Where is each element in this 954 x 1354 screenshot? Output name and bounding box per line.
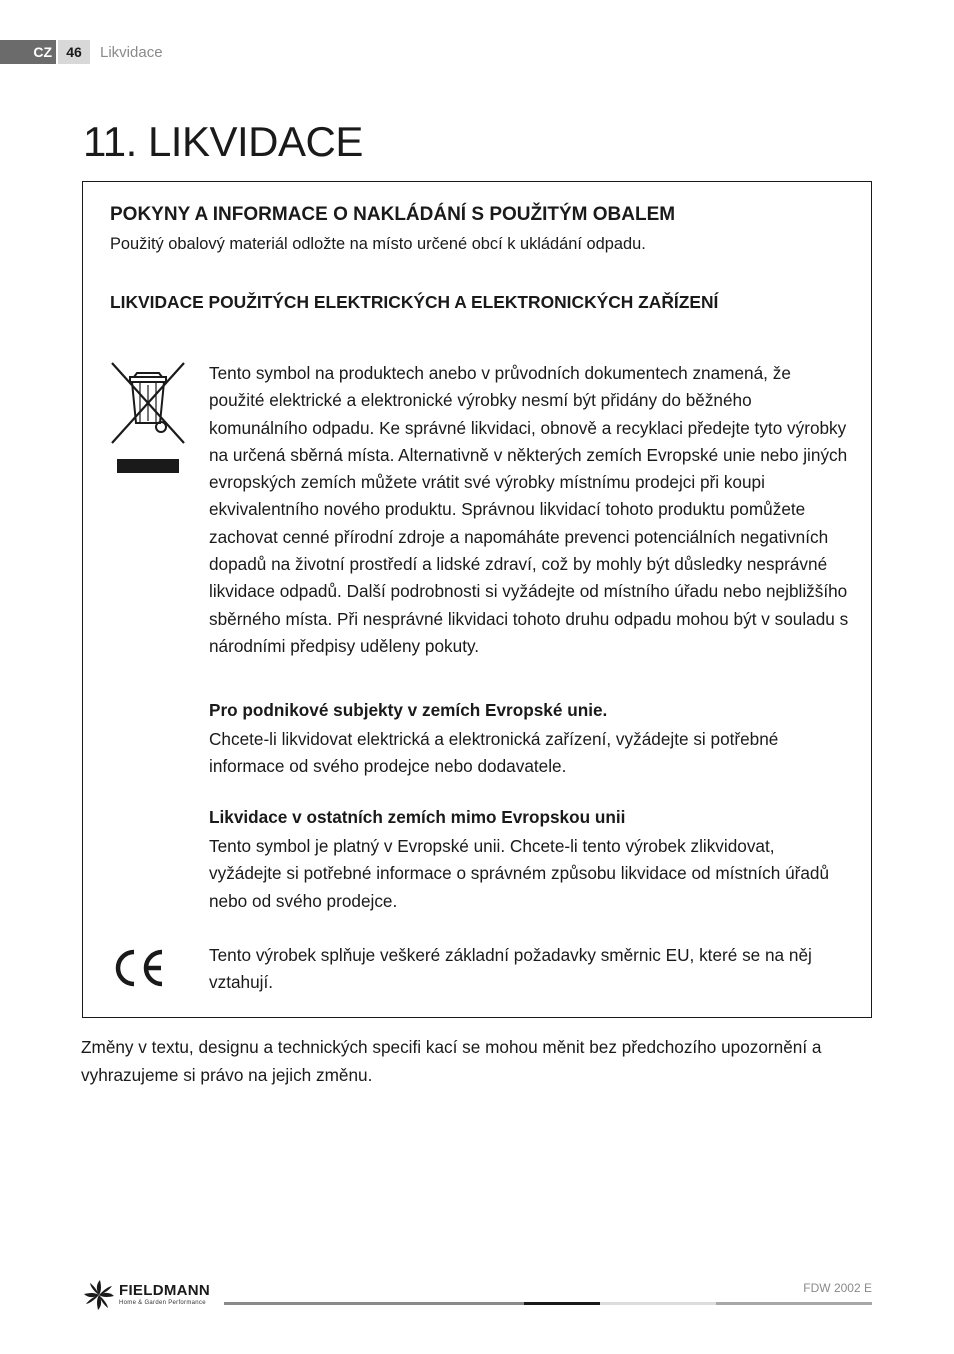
model-number: FDW 2002 E [803,1281,872,1295]
ce-mark-icon [110,948,166,988]
outside-eu-heading: Likvidace v ostatních zemích mimo Evropskou unii [209,807,626,827]
packaging-text: Použitý obalový materiál odložte na místo určené obcí k ukládání odpadu. [110,235,646,253]
crossed-out-wheelie-bin-icon [110,361,186,477]
page-title: 11. LIKVIDACE [83,118,363,165]
disposal-info-box [82,181,872,1018]
brand-logo [82,1278,210,1312]
language-tab: CZ [0,40,56,64]
page-number: 46 [58,40,90,64]
footer-rule-segment [716,1302,872,1305]
fieldmann-swirl-logo-icon [82,1278,116,1312]
eu-business-heading: Pro podnikové subjekty v zemích Evropské unie. [209,700,608,720]
footer-rule-segment [600,1302,716,1305]
page-header [0,40,163,64]
brand-name: FIELDMANN [119,1282,211,1299]
footer-rule-segment [524,1302,600,1305]
eu-business-text: Chcete-li likvidovat elektrická a elektronická zařízení, vyžádejte si potřebné informace od svého prodejce nebo dodavatele. [209,729,779,777]
weee-heading: LIKVIDACE POUŽITÝCH ELEKTRICKÝCH A ELEKTRONICKÝCH ZAŘÍZENÍ [110,292,719,312]
ce-text: Tento výrobek splňuje veškeré základní požadavky směrnic EU, které se na něj vztahují. [209,945,812,993]
packaging-heading: POKYNY A INFORMACE O NAKLÁDÁNÍ S POUŽITÝM OBALEM [110,204,676,225]
section-label: Likvidace [100,43,163,61]
changes-notice: Změny v textu, designu a technických specifi kací se mohou měnit bez předchozího upozornění a vyhrazujeme si právo na jejich změnu. [81,1037,822,1085]
footer-rule-segment [224,1302,524,1305]
weee-text: Tento symbol na produktech anebo v průvodních dokumentech znamená, že použité elektrické a elektronické výrobky nesmí být přidány do běžného komunálního odpadu. Ke správné likvidaci, obnově a recyklaci předejte tyto výrobky na určená sběrná místa. Alternativně v některých zemích Evropské unie nebo jiných evropských zemích můžete vrátit své výrobky místnímu prodejci při koupi ekvivalentního nového produktu. Správnou likvidací tohoto produktu pomůžete zachovat cenné přírodní zdroje a napomáháte prevenci potenciálních negativních dopadů na životní prostředí a lidské zdraví, což by mohly být důsledky nesprávné likvidace odpadů. Další podrobnosti si vyžádejte od místního úřadu nebo nejbližšího sběrného místa. Při nesprávné likvidaci tohoto druhu odpadu mohou být v souladu s národními předpisy uděleny pokuty. [209,363,849,656]
brand-tagline: Home & Garden Performance [119,1300,206,1306]
outside-eu-text: Tento symbol je platný v Evropské unii. Chcete-li tento výrobek zlikvidovat, vyžádejte si potřebné informace o správném způsobu likvidace od místních úřadů nebo od svého prodejce. [209,836,830,911]
